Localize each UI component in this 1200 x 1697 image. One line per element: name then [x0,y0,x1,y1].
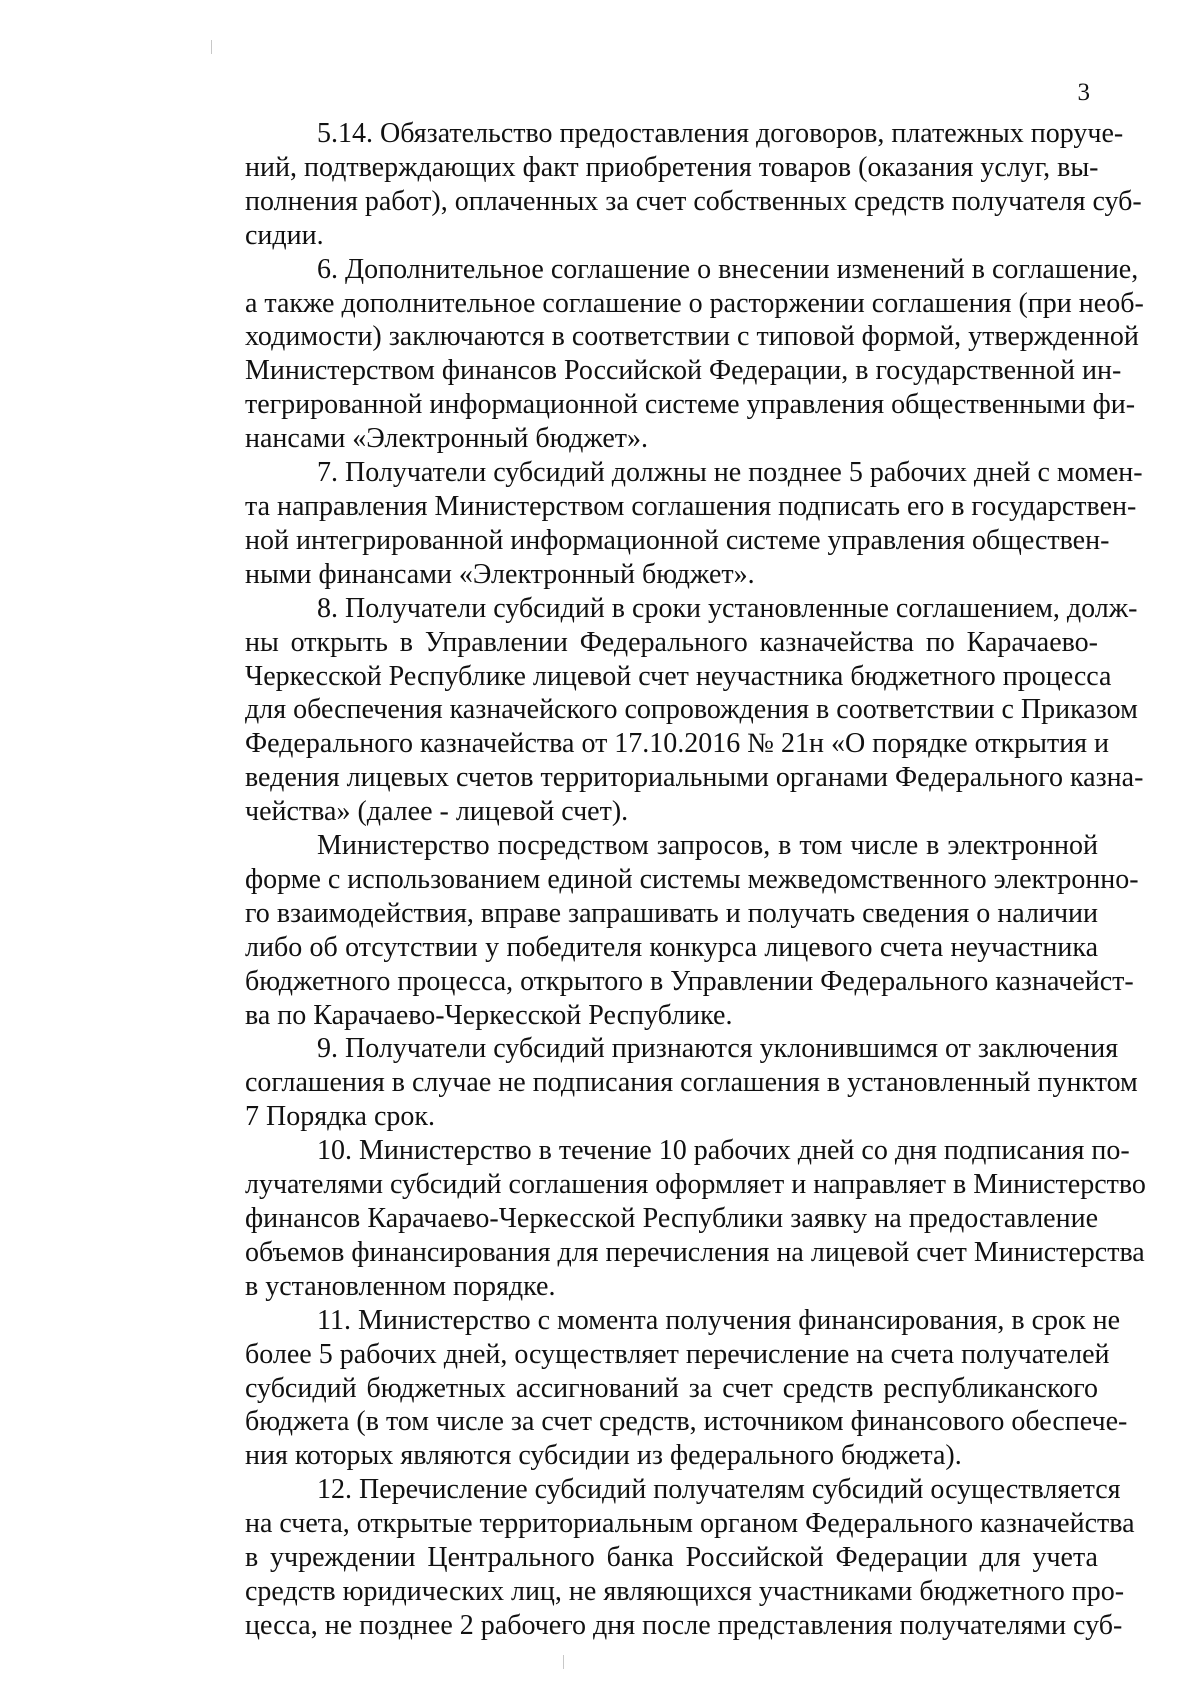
paragraph-line: сидии. [245,219,324,251]
paragraph-line: объемов финансирования для перечисления на лицевой счет Министерства [245,1236,1145,1268]
paragraph-line: 7 Порядка срок. [245,1101,435,1133]
paragraph [173,1134,1146,1304]
paragraph [173,1304,1128,1474]
paragraph-line: ными финансами «Электронный бюджет». [245,558,755,590]
paragraph-line: 12. Перечисление субсидий получателям субсидий осуществляется [317,1474,1121,1506]
paragraph [173,1032,1138,1134]
paragraph-line: ны открыть в Управлении Федерального казначейства по Карачаево- [245,626,1098,658]
paragraph-line: Федерального казначейства от 17.10.2016 № 21н «О порядке открытия и [245,728,1110,760]
paragraph [173,456,1143,592]
paragraph-line: тегрированной информационной системе управления общественными фи- [245,389,1136,421]
paragraph-line: либо об отсутствии у победителя конкурса лицевого счета неучастника [245,931,1098,963]
paragraph-line: лучателями субсидий соглашения оформляет и направляет в Министерство [245,1169,1146,1201]
paragraph-line: 7. Получатели субсидий должны не позднее 5 рабочих дней с момен- [317,457,1143,489]
paragraph-line: на счета, открытые территориальным органом Федерального казначейства [245,1508,1135,1540]
paragraph-line: а также дополнительное соглашение о расторжении соглашения (при необ- [245,287,1144,319]
paragraph-line: соглашения в случае не подписания соглашения в установленный пунктом [245,1067,1138,1099]
paragraph-line: ния которых являются субсидии из федерального бюджета). [245,1440,962,1472]
paragraph-line: ходимости) заключаются в соответствии с типовой формой, утвержденной [245,321,1139,353]
paragraph-line: ной интегрированной информационной системе управления обществен- [245,524,1110,556]
paragraph-line: в установленном порядке. [245,1270,556,1302]
paragraph-line: бюджетного процесса, открытого в Управлении Федерального казначейст- [245,965,1134,997]
document-body [173,117,1146,1643]
paragraph-line: ведения лицевых счетов территориальными органами Федерального казна- [245,762,1144,794]
paragraph-line: цесса, не позднее 2 рабочего дня после представления получателями суб- [245,1609,1123,1641]
paragraph-line: 6. Дополнительное соглашение о внесении изменений в соглашение, [317,253,1139,285]
paragraph-line: финансов Карачаево-Черкесской Республики заявку на предоставление [245,1203,1098,1234]
scan-speck-bottom [563,1655,564,1669]
paragraph-line: та направления Министерством соглашения подписать его в государствен- [245,490,1137,522]
paragraph [173,1473,1135,1643]
paragraph-line: го взаимодействия, вправе запрашивать и получать сведения о наличии [245,897,1098,929]
paragraph-line: Черкесской Республике лицевой счет неучастника бюджетного процесса [245,660,1112,692]
paragraph-line: средств юридических лиц, не являющихся участниками бюджетного про- [245,1575,1125,1607]
paragraph [173,117,1142,253]
paragraph-line: ва по Карачаево-Черкесской Республике. [245,999,733,1031]
paragraph-line: нансами «Электронный бюджет». [245,423,649,455]
paragraph-line: в учреждении Центрального банка Российской Федерации для учета [245,1542,1098,1574]
paragraph-line: полнения работ), оплаченных за счет собственных средств получателя суб- [245,185,1142,217]
paragraph-line: 10. Министерство в течение 10 рабочих дней со дня подписания по- [317,1135,1130,1167]
paragraph-line: субсидий бюджетных ассигнований за счет средств республиканского [245,1372,1098,1404]
scan-speck-top [211,40,212,54]
paragraph-line: Министерство посредством запросов, в том числе в электронной [317,830,1098,862]
paragraph-line: Министерством финансов Российской Федерации, в государственной ин- [245,355,1122,387]
paragraph-line: форме с использованием единой системы межведомственного электронно- [245,863,1139,895]
paragraph-line: чейства» (далее - лицевой счет). [245,796,629,828]
paragraph-line: 8. Получатели субсидий в сроки установленные соглашением, долж- [317,592,1138,624]
paragraph-line: более 5 рабочих дней, осуществляет перечисление на счета получателей [245,1338,1110,1370]
paragraph-line: ний, подтверждающих факт приобретения товаров (оказания услуг, вы- [245,151,1099,183]
paragraph [173,253,1144,456]
page-number: 3 [1077,79,1090,106]
paragraph [173,592,1144,829]
paragraph-line: 5.14. Обязательство предоставления договоров, платежных поруче- [317,118,1124,149]
paragraph-line: 11. Министерство с момента получения финансирования, в срок не [317,1304,1121,1336]
paragraph-line: 9. Получатели субсидий признаются уклонившимся от заключения [317,1033,1119,1065]
paragraph [173,829,1139,1032]
paragraph-line: бюджета (в том числе за счет средств, источником финансового обеспече- [245,1406,1128,1438]
paragraph-line: для обеспечения казначейского сопровождения в соответствии с Приказом [245,694,1138,726]
